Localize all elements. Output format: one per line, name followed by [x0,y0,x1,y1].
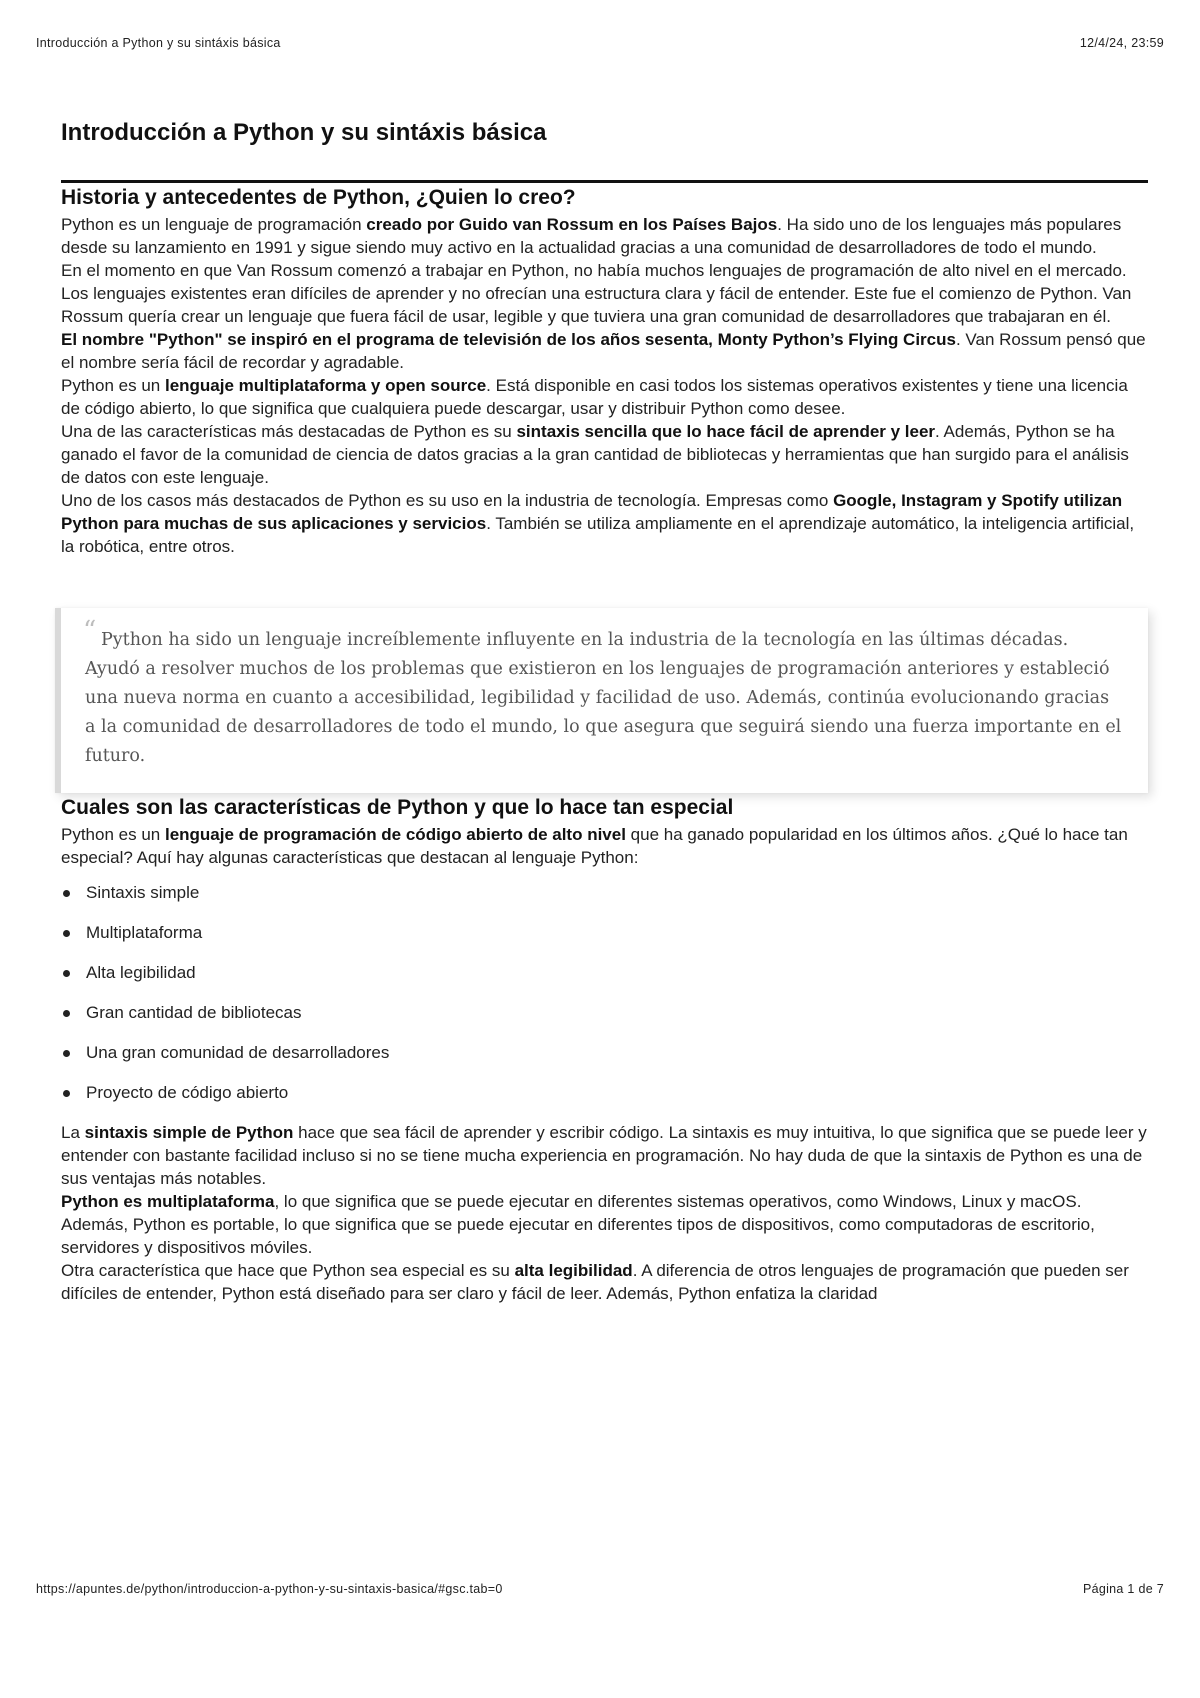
list-item [61,1001,1148,1024]
text-run: Python es un [61,376,165,395]
list-item-label: Una gran comunidad de desarrolladores [86,1043,390,1062]
paragraph-multiplatform-detail [61,1190,1148,1259]
page-title: Introducción a Python y su sintáxis básica [61,119,547,146]
quote-block [55,608,1148,793]
paragraph-readability [61,1259,1148,1305]
paragraph-features-intro [61,823,1148,869]
text-run: Python es un lenguaje de programación [61,215,367,234]
list-item [61,921,1148,944]
list-item [61,881,1148,904]
list-item [61,1041,1148,1064]
text-run: . Van Rossum pensó que el nombre sería fácil de recordar y agradable. [61,330,1146,372]
bold-text: Python es multiplataforma [61,1192,275,1211]
list-item-label: Gran cantidad de bibliotecas [86,1003,302,1022]
text-run: , lo que significa que se puede ejecutar en diferentes sistemas operativos, como Windows, Linux y macOS. Además, Python es portable, lo que significa que se puede ejecutar en diferentes tipos de dispositivos, como computadoras de escritorio, servidores y dispositivos móviles. [61,1192,1095,1257]
paragraph-industry [61,489,1148,558]
text-run: Una de las características más destacadas de Python es su [61,422,517,441]
list-item [61,1081,1148,1104]
section-heading-features: Cuales son las características de Python y que lo hace tan especial [61,796,734,819]
print-header [36,36,1164,50]
print-footer [36,1582,1164,1596]
text-run: . Ha sido uno de los lenguajes más populares desde su lanzamiento en 1991 y sigue siendo muy activo en la actualidad gracias a una comunidad de desarrolladores de todo el mundo. [61,215,1122,257]
bullet-icon [63,1090,70,1097]
text-run: que ha ganado popularidad en los últimos años. ¿Qué lo hace tan especial? Aquí hay algunas características que destacan al lenguaje Python: [61,825,1128,867]
bold-text: sintaxis sencilla que lo hace fácil de aprender y leer [516,422,936,441]
text-run: . Además, Python se ha ganado el favor de la comunidad de ciencia de datos gracias a la gran cantidad de bibliotecas y herramientas que han surgido para el análisis de datos con este lenguaje. [61,422,1129,487]
paragraph-name [61,328,1148,374]
bold-text: El nombre "Python" se inspiró en el programa de televisión de los años sesenta, Monty Python’s Flying Circus [61,330,956,349]
text-run: hace que sea fácil de aprender y escribir código. La sintaxis es muy intuitiva, lo que significa que se puede leer y entender con bastante facilidad incluso si no se tiene mucha experiencia en programación. No hay duda de que la sintaxis de Python es una de sus ventajas más notables. [61,1123,1147,1188]
section-heading-history: Historia y antecedentes de Python, ¿Quien lo creo? [61,186,576,209]
paragraph-syntax [61,420,1148,489]
text-run: La [61,1123,85,1142]
list-item-label: Sintaxis simple [86,883,200,902]
text-run: Otra característica que hace que Python sea especial es su [61,1261,515,1280]
bullet-icon [63,1010,70,1017]
text-run: Python es un [61,825,165,844]
list-item-label: Alta legibilidad [86,963,196,982]
bold-text: sintaxis simple de Python [84,1123,294,1142]
quote-text: Python ha sido un lenguaje increíblemente influyente en la industria de la tecnología en las últimas décadas. Ayudó a resolver muchos de los problemas que existieron en los lenguajes de programación anteriores y estableció una nueva norma en cuanto a accesibilidad, legibilidad y facilidad de uso. Además, continúa evolucionando gracias a la comunidad de desarrolladores de todo el mundo, lo que asegura que seguirá siendo una fuerza importante en el futuro. [85,630,1122,766]
bold-text: Google, Instagram y Spotify utilizan Python para muchas de sus aplicaciones y servicios [61,491,1123,533]
paragraph-creator [61,213,1148,259]
bold-text: lenguaje de programación de código abierto de alto nivel [164,825,626,844]
list-item-label: Multiplataforma [86,923,203,942]
quote-mark-icon: “ [83,616,97,646]
paragraph-origin: En el momento en que Van Rossum comenzó a trabajar en Python, no había muchos lenguajes de programación de alto nivel en el mercado. Los lenguajes existentes eran difíciles de aprender y no ofrecían una estructura clara y fácil de entender. Este fue el comienzo de Python. Van Rossum quería crear un lenguaje que fuera fácil de usar, legible y que tuviera una gran comunidad de desarrolladores que trabajaran en él. [61,261,1132,326]
bold-text: alta legibilidad [514,1261,633,1280]
bullet-icon [63,930,70,937]
bullet-icon [63,1050,70,1057]
bold-text: lenguaje multiplataforma y open source [164,376,487,395]
print-header-title: Introducción a Python y su sintáxis básica [36,36,281,50]
text-run: . A diferencia de otros lenguajes de programación que pueden ser difíciles de entender, Python está diseñado para ser claro y fácil de leer. Además, Python enfatiza la claridad [61,1261,1129,1303]
list-item [61,961,1148,984]
bullet-icon [63,970,70,977]
text-run: . Está disponible en casi todos los sistemas operativos existentes y tiene una licencia de código abierto, lo que significa que cualquiera puede descargar, usar y distribuir Python como desee. [61,376,1128,418]
bold-text: creado por Guido van Rossum en los Países Bajos [366,215,778,234]
features-list [61,881,1148,1104]
page-url-link[interactable]: https://apuntes.de/python/introduccion-a-python-y-su-sintaxis-basica/#gsc.tab=0 [36,1582,503,1596]
article [61,116,1148,1305]
bullet-icon [63,890,70,897]
text-run: . También se utiliza ampliamente en el aprendizaje automático, la inteligencia artificial, la robótica, entre otros. [61,514,1135,556]
print-header-datetime: 12/4/24, 23:59 [1079,36,1164,50]
paragraph-simple-syntax [61,1121,1148,1190]
page-number: Página 1 de 7 [1082,1582,1164,1596]
paragraph-multiplatform [61,374,1148,420]
text-run: Uno de los casos más destacados de Python es su uso en la industria de tecnología. Empresas como [61,491,834,510]
list-item-label: Proyecto de código abierto [86,1083,289,1102]
